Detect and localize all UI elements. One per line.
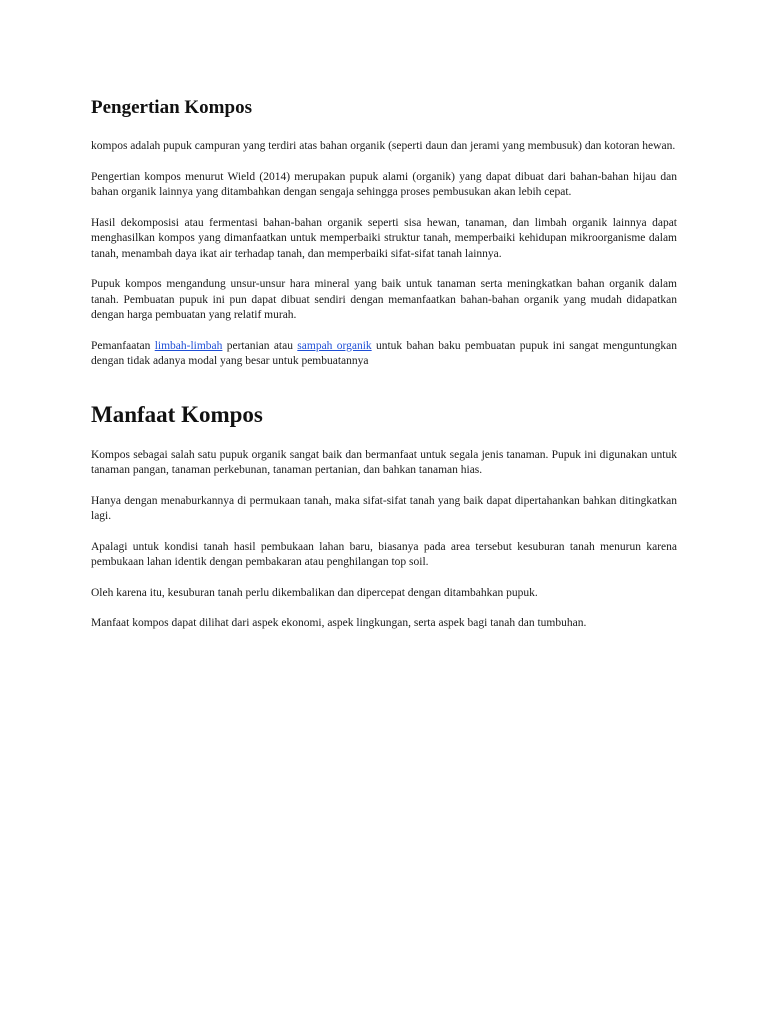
paragraph-spreading: Hanya dengan menaburkannya di permukaan tanah, maka sifat-sifat tanah yang baik dapat dipertahankan bahkan ditingkatkan lagi. — [91, 494, 677, 522]
paragraph-decomposition: Hasil dekomposisi atau fermentasi bahan-bahan organik seperti sisa hewan, tanaman, dan limbah organik lainnya dapat menghasilkan kompos yang dimanfaatkan untuk memperbaiki struktur tanah, memperbaiki kehidupan mikroorganisme dalam tanah, menambah daya ikat air terhadap tanah, dan memperbaiki sifat-sifat tanah lainnya. — [91, 216, 677, 260]
heading-pengertian-kompos: Pengertian Kompos — [91, 97, 252, 118]
paragraph-new-land: Apalagi untuk kondisi tanah hasil pembukaan lahan baru, biasanya pada area tersebut kesuburan tanah menurun karena pembukaan lahan identik dengan pembakaran atau penghilangan top soil. — [91, 540, 677, 568]
paragraph-definition: kompos adalah pupuk campuran yang terdiri atas bahan organik (seperti daun dan jerami yang membusuk) dan kotoran hewan. — [91, 140, 676, 152]
paragraph-wield-definition: Pengertian kompos menurut Wield (2014) merupakan pupuk alami (organik) yang dapat dibuat dari bahan-bahan hijau dan bahan organik lainnya yang ditambahkan dengan sengaja sehingga proses pembusukan akan lebih cepat. — [91, 170, 677, 198]
paragraph-utilization — [91, 339, 677, 370]
utilization-text-3: untuk bahan baku pembuatan pupuk ini sangat menguntungkan dengan tidak adanya modal yang besar untuk pembuatannya — [91, 339, 677, 367]
paragraph-nutrients: Pupuk kompos mengandung unsur-unsur hara mineral yang baik untuk tanaman serta meningkatkan bahan organik dalam tanah. Pembuatan pupuk ini pun dapat dibuat sendiri dengan memanfaatkan bahan-bahan organik yang mudah didapatkan dengan harga pembuatan yang relatif murah. — [91, 278, 677, 321]
utilization-text-2: pertanian atau — [222, 339, 298, 352]
heading-manfaat-kompos: Manfaat Kompos — [91, 401, 263, 427]
document-page — [91, 96, 677, 647]
link-limbah-limbah[interactable]: limbah-limbah — [154, 339, 223, 352]
paragraph-aspects: Manfaat kompos dapat dilihat dari aspek ekonomi, aspek lingkungan, serta aspek bagi tanah dan tumbuhan. — [91, 617, 587, 629]
link-sampah-organik[interactable]: sampah organik — [297, 339, 372, 352]
paragraph-benefit-plants: Kompos sebagai salah satu pupuk organik sangat baik dan bermanfaat untuk segala jenis tanaman. Pupuk ini digunakan untuk tanaman pangan, tanaman perkebunan, tanaman pertanian, dan bahkan tanaman hias. — [91, 448, 677, 476]
utilization-text-1: Pemanfaatan — [91, 339, 155, 352]
paragraph-restore-fertility: Oleh karena itu, kesuburan tanah perlu dikembalikan dan dipercepat dengan ditambahkan pupuk. — [91, 586, 538, 599]
